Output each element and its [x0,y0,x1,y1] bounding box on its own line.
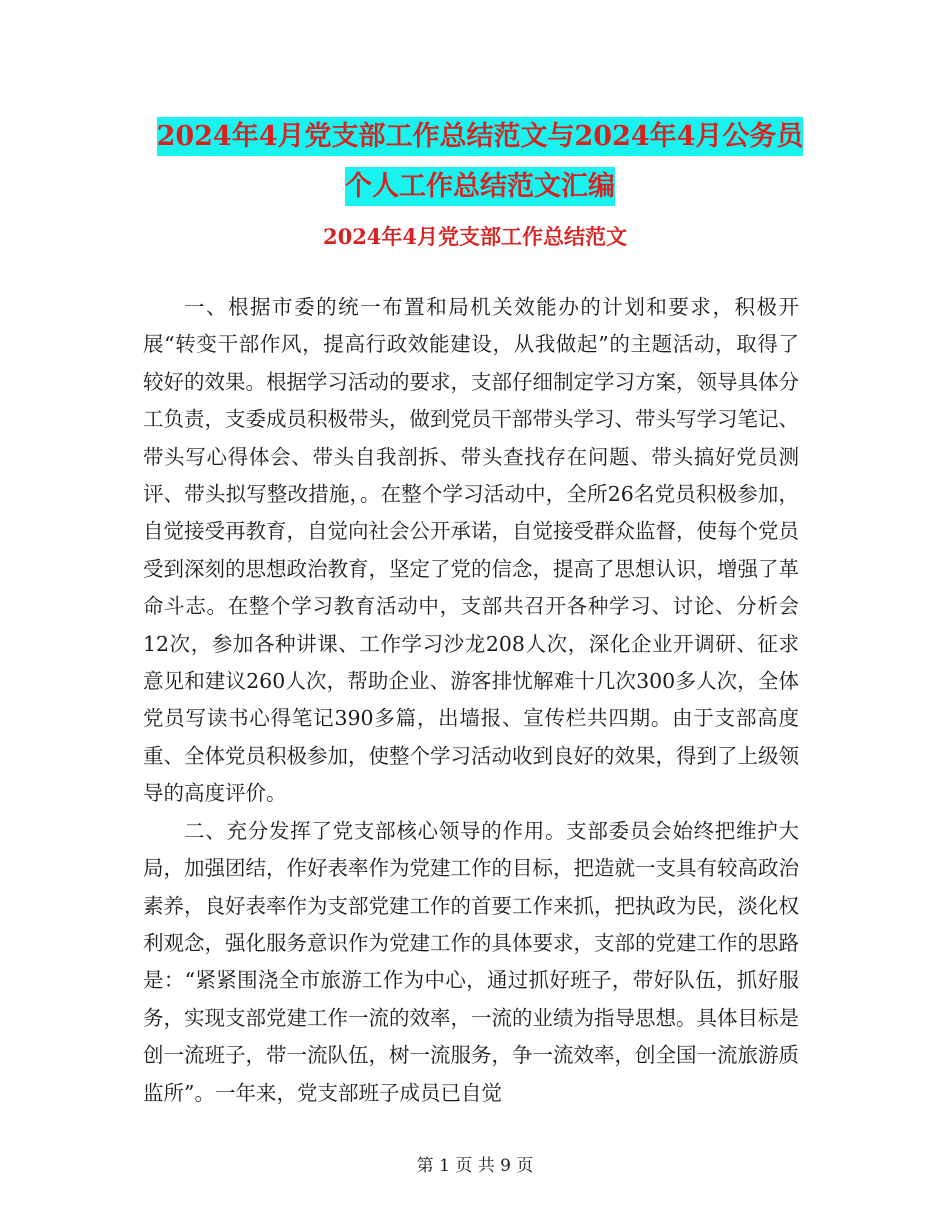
section-heading: 2024年4月党支部工作总结范文 [322,224,628,249]
page-footer: 第 1 页 共 9 页 [416,1156,534,1176]
document-title-line-1: 2024年4月党支部工作总结范文与2024年4月公务员 [157,117,804,156]
paragraph-1: 一、根据市委的统一布置和局机关效能办的计划和要求，积极开展“转变干部作风，提高行政效能建设，从我做起”的主题活动，取得了较好的效果。根据学习活动的要求，支部仔细制定学习方案，领导具体分工负责，支委成员积极带头，做到党员干部带头学习、带头写学习笔记、带头写心得体会、带头自我剖拆、带头查找存在问题、带头搞好党员测评、带头拟写整改措施，。在整个学习活动中，全所26名党员积极参加，自觉接受再教育，自觉向社会公开承诺，自觉接受群众监督，使每个党员受到深刻的思想政治教育，坚定了党的信念，提高了思想认识，增强了革命斗志。在整个学习教育活动中，支部共召开各种学习、讨论、分析会12次，参加各种讲课、工作学习沙龙208人次，深化企业开调研、征求意见和建议260人次，帮助企业、游客排忧解难十几次300多人次，全体党员写读书心得笔记390多篇，出墙报、宣传栏共四期。由于支部高度重、全体党员积极参加，使整个学习活动收到良好的效果，得到了上级领导的高度评价。 [143,295,799,806]
paragraph-2: 二、充分发挥了党支部核心领导的作用。支部委员会始终把维护大局，加强团结，作好表率作为党建工作的目标，把造就一支具有较高政治素养，良好表率作为支部党建工作的首要工作来抓，把执政为民，淡化权利观念，强化服务意识作为党建工作的具体要求，支部的党建工作的思路是：“紧紧围浇全市旅游工作为中心，通过抓好班子，带好队伍，抓好服务，实现支部党建工作一流的效率，一流的业绩为指导思想。具体目标是创一流班子，带一流队伍，树一流服务，争一流效率，创全国一流旅游质监所”。一年来，党支部班子成员已自觉 [143,818,799,1105]
document-title-line-2: 个人工作总结范文汇编 [345,167,615,206]
document-body [143,289,799,1112]
document-title [140,112,820,212]
